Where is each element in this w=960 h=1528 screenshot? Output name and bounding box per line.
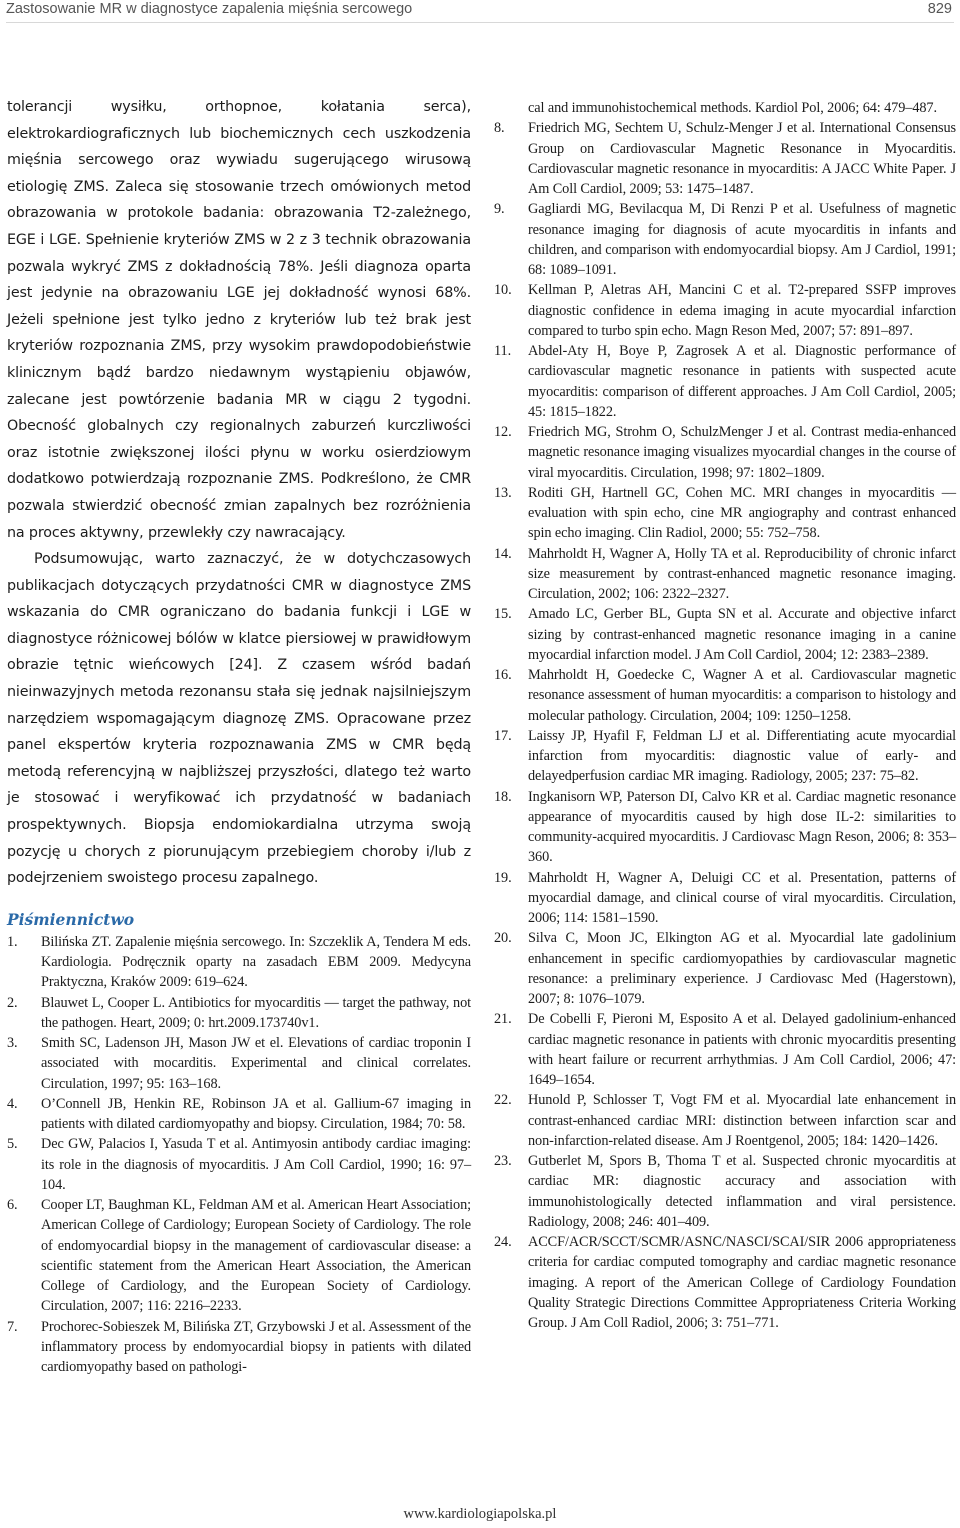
reference-item bbox=[7, 1317, 471, 1378]
reference-text: Ingkanisorn WP, Paterson DI, Calvo KR et al. Cardiac magnetic resonance appearance of myocarditis caused by high dose IL-2: similarities to community-acquired myocarditis. J Cardiovasc Magn Reson, 2006; 8: 353–360. bbox=[528, 788, 956, 866]
reference-text: Amado LC, Gerber BL, Gupta SN et al. Accurate and objective infarct sizing by contrast-enhanced magnetic resonance imaging in a canine myocardial infarction model. J Am Coll Cardiol, 2004; 12: 2383–2389. bbox=[528, 606, 956, 663]
paragraph: Podsumowując, warto zaznaczyć, że w dotychczasowych publikacjach dotyczących przydatności CMR w diagnostyce ZMS wskazania do CMR ograniczano do badania funkcji i LGE w diagnostyce różnicowej bólów w klatce piersiowej w prawidłowym obrazie tętnic wieńcowych [24]. Z czasem wśród badań nieinwazyjnych metoda rezonansu stała się jednak najsilniejszym narzędziem wspomagającym diagnozę ZMS. Opracowane przez panel ekspertów kryteria rozpoznawania ZMS w CMR będą metodą referencyjną w najbliższej przyszłości, dlatego też warto je stosować i weryfikować ich przydatność w badaniach prospektywnych. Biopsja endomiokardialna utrzyma swoją pozycję u chorych z piorunującym przebiegiem choroby i/lub z podejrzeniem swoistego procesu zapalnego. bbox=[7, 551, 471, 887]
reference-text: Laissy JP, Hyafil F, Feldman LJ et al. Differentiating acute myocardial infarction from myocarditis: diagnostic value of early- and delayedperfusion cardiac MR imaging. Radiology, 2005; 237: 75–82. bbox=[528, 727, 956, 785]
reference-list-right bbox=[494, 98, 956, 1333]
reference-text: Kellman P, Aletras AH, Mancini C et al. T2-prepared SSFP improves diagnostic confidence in edema imaging in acute myocardial infarction compared to turbo spin echo. Magn Reson Med, 2007; 57: 891–897. bbox=[528, 282, 956, 339]
running-title: Zastosowanie MR w diagnostyce zapalenia mięśnia sercowego bbox=[6, 1, 413, 17]
reference-text: Gutberlet M, Spors B, Thoma T et al. Suspected chronic myocarditis at cardiac MR: diagnostic accuracy and association with immunohistologically detected inflammation and viral persistence. Radiology, 2008; 246: 401–409. bbox=[528, 1153, 956, 1230]
reference-item bbox=[7, 1134, 471, 1195]
reference-text: Dec GW, Palacios I, Yasuda T et al. Antimyosin antibody cardiac imaging: its role in the diagnosis of myocarditis. J Am Coll Cardiol, 1990; 16: 97–104. bbox=[41, 1136, 471, 1193]
reference-text: Gagliardi MG, Bevilacqua M, Di Renzi P et al. Usefulness of magnetic resonance imaging for diagnosis of acute myocarditis in infants and children, and comparison with endomyocardial biopsy. Am J Cardiol, 1991; 68: 1089–1091. bbox=[528, 201, 956, 278]
reference-item bbox=[494, 1151, 956, 1232]
reference-number: 23. bbox=[494, 1153, 512, 1169]
reference-number: 10. bbox=[494, 282, 512, 299]
body-text bbox=[7, 94, 471, 892]
reference-text: cal and immunohistochemical methods. Kardiol Pol, 2006; 64: 479–487. bbox=[528, 100, 937, 116]
reference-item bbox=[7, 1094, 471, 1135]
reference-text: Mahrholdt H, Wagner A, Deluigi CC et al. Presentation, patterns of myocardial damage, and clinical course of viral myocarditis. Circulation, 2006; 114: 1581–1590. bbox=[528, 869, 956, 926]
reference-number: 19. bbox=[494, 869, 512, 886]
reference-number: 4. bbox=[7, 1095, 18, 1112]
reference-item bbox=[494, 422, 956, 483]
reference-item bbox=[494, 665, 956, 726]
reference-item bbox=[7, 1033, 471, 1094]
reference-number: 1. bbox=[7, 933, 18, 950]
reference-item bbox=[494, 1232, 956, 1333]
reference-list-left bbox=[7, 932, 471, 1378]
reference-item bbox=[7, 1195, 471, 1317]
reference-item bbox=[494, 544, 956, 605]
page-number: 829 bbox=[927, 1, 952, 17]
reference-item bbox=[494, 341, 956, 422]
right-column bbox=[494, 98, 956, 1333]
reference-number: 3. bbox=[7, 1035, 18, 1052]
reference-item bbox=[494, 1090, 956, 1151]
reference-item bbox=[494, 280, 956, 341]
reference-text: Silva C, Moon JC, Elkington AG et al. Myocardial late gadolinium enhancement in specific cardiomyopathies by cardiovascular magnetic resonance: a preliminary experience. J Cardiovasc Med (Hagerstown), 2007; 8: 1076–1079. bbox=[528, 930, 956, 1007]
reference-item bbox=[7, 993, 471, 1034]
reference-text: Mahrholdt H, Wagner A, Holly TA et al. Reproducibility of chronic infarct size measurement by contrast-enhanced magnetic resonance imaging. Circulation, 2002; 106: 2322–2327. bbox=[528, 545, 956, 602]
reference-text: Hunold P, Schlosser T, Vogt FM et al. Myocardial late enhancement in contrast-enhanced cardiac MRI: distinction between infarction scar and non-infarction-related disease. Am J Roentgenol, 2005; 184: 1420–1426. bbox=[528, 1092, 956, 1149]
reference-number: 9. bbox=[494, 201, 505, 218]
reference-number: 15. bbox=[494, 606, 512, 623]
references-heading: Piśmiennictwo bbox=[7, 909, 135, 929]
reference-text: Bilińska ZT. Zapalenie mięśnia sercowego. In: Szczeklik A, Tendera M eds. Kardiologia. Podręcznik oparty na zasadach EBM 2009. Medycyna Praktyczna, Kraków 2009: 619–624. bbox=[41, 933, 471, 991]
reference-number: 5. bbox=[7, 1136, 18, 1153]
footer-url[interactable]: www.kardiologiapolska.pl bbox=[403, 1506, 557, 1522]
reference-item bbox=[494, 1009, 956, 1090]
reference-text: Friedrich MG, Strohm O, SchulzMenger J et al. Contrast media-enhanced magnetic resonance imaging visualizes myocardial changes in the course of viral myocarditis. Circulation, 1998; 97: 1802–1809. bbox=[528, 424, 956, 481]
reference-number: 20. bbox=[494, 930, 512, 947]
reference-text: Abdel-Aty H, Boye P, Zagrosek A et al. Diagnostic performance of cardiovascular magnetic resonance in patients with suspected acute myocarditis: comparison of different approaches. J Am Coll Cardiol, 2005; 45: 1815–1822. bbox=[528, 343, 956, 420]
reference-item bbox=[494, 868, 956, 929]
reference-number: 16. bbox=[494, 667, 512, 683]
running-header bbox=[6, 0, 954, 23]
reference-item bbox=[494, 118, 956, 199]
reference-text: Mahrholdt H, Goedecke C, Wagner A et al. Cardiovascular magnetic resonance assessment of human myocarditis: a comparison to histology and molecular pathology. Circulation, 2004; 109: 1250–1258. bbox=[528, 667, 956, 724]
reference-number: 8. bbox=[494, 120, 505, 137]
reference-number: 22. bbox=[494, 1092, 512, 1109]
reference-text: De Cobelli F, Pieroni M, Esposito A et al. Delayed gadolinium-enhanced cardiac magnetic resonance in patients with chronic myocarditis presenting with heart failure or recurrent arrhythmias. J Am Coll Cardiol, 2006; 47: 1649–1654. bbox=[528, 1011, 956, 1088]
reference-number: 14. bbox=[494, 545, 512, 562]
reference-item bbox=[494, 787, 956, 868]
reference-item bbox=[494, 483, 956, 544]
reference-text: Smith SC, Ladenson JH, Mason JW et el. Elevations of cardiac troponin I associated with mocarditis. Experimental and clinical correlates. Circulation, 1997; 95: 163–168. bbox=[41, 1035, 471, 1092]
reference-item bbox=[494, 726, 956, 787]
reference-text: Blauwet L, Cooper L. Antibiotics for myocarditis — target the pathway, not the pathogen. Heart, 2009; 0: hrt.2009.173740v1. bbox=[41, 994, 471, 1031]
reference-item bbox=[494, 199, 956, 280]
reference-number: 6. bbox=[7, 1197, 18, 1214]
reference-text: Friedrich MG, Sechtem U, Schulz-Menger J et al. International Consensus Group on Cardiovascular Magnetic Resonance in Myocarditis. Cardiovascular magnetic resonance in myocarditis: A JACC White Paper. J Am Coll Cardiol, 2009; 53: 1475–1487. bbox=[528, 120, 956, 197]
reference-text: Prochorec-Sobieszek M, Bilińska ZT, Grzybowski J et al. Assessment of the inflammatory process by endomyocardial biopsy in patients with dilated cardiomyopathy based on pathologi- bbox=[41, 1318, 471, 1376]
left-column bbox=[7, 94, 471, 1377]
reference-number: 24. bbox=[494, 1234, 512, 1250]
reference-number: 7. bbox=[7, 1318, 18, 1335]
reference-number: 21. bbox=[494, 1011, 512, 1028]
reference-number: 11. bbox=[494, 343, 512, 359]
paragraph: tolerancji wysiłku, orthopnoe, kołatania serca), elektrokardiograficznych lub biochemicznych cech uszkodzenia mięśnia sercowego oraz wywiadu sugerującego wirusową etiologię ZMS. Zaleca się stosowanie trzech omówionych metod obrazowania w protokole badania: obrazowania T2-zależnego, EGE i LGE. Spełnienie kryteriów ZMS w 2 z 3 technik obrazowania pozwala wykryć ZMS z dokładnością 78%. Jeśli diagnoza oparta jest jedynie na obrazowaniu LGE jej dokładność wynosi 68%. Jeżeli spełnione jest tylko jedno z kryteriów lub też brak jest kryteriów rozpoznania ZMS, przy wysokim prawdopodobieństwie klinicznym bądź bardzo niedawnym wystąpieniu objawów, zalecane jest powtórzenie badania MR w ciągu 2 tygodni. Obecność globalnych czy regionalnych zaburzeń kurczliwości oraz istotnie zwiększonej ilości płynu w worku osierdziowym dodatkowo potwierdzają rozpoznanie ZMS. Podkreślono, że CMR pozwala stwierdzić obecność zmian zapalnych bez rozróżnienia na proces aktywny, przewlekły czy nawracający. bbox=[7, 99, 471, 541]
reference-number: 2. bbox=[7, 994, 18, 1011]
reference-text: ACCF/ACR/SCCT/SCMR/ASNC/NASCI/SCAI/SIR 2006 appropriateness criteria for cardiac computed tomography and cardiac magnetic resonance imaging. A report of the American College of Cardiology Foundation Quality Strategic Directions Committee Appropriateness Criteria Working Group. J Am Coll Radiol, 2006; 3: 751–771. bbox=[528, 1234, 956, 1331]
reference-text: Cooper LT, Baughman KL, Feldman AM et al. American Heart Association; American College of Cardiology; European Society of Cardiology. The role of endomyocardial biopsy in the management of cardiovascular disease: a scientific statement from the American Heart Association, the American College of Cardiology, and the European Society of Cardiology. Circulation, 2007; 116: 2216–2233. bbox=[41, 1197, 471, 1315]
reference-item-continued bbox=[494, 98, 956, 118]
reference-number: 18. bbox=[494, 788, 512, 805]
reference-number: 13. bbox=[494, 484, 512, 501]
reference-text: O’Connell JB, Henkin RE, Robinson JA et al. Gallium-67 imaging in patients with dilated cardiomyopathy and biopsy. Circulation, 1984; 70: 58. bbox=[41, 1095, 471, 1133]
reference-item bbox=[494, 604, 956, 665]
reference-number: 12. bbox=[494, 424, 512, 440]
reference-number: 17. bbox=[494, 727, 512, 744]
reference-text: Roditi GH, Hartnell GC, Cohen MC. MRI changes in myocarditis — evaluation with spin echo, cine MR angiography and contrast enhanced spin echo imaging. Clin Radiol, 2000; 55: 752–758. bbox=[528, 484, 956, 542]
reference-item bbox=[494, 928, 956, 1009]
reference-item bbox=[7, 932, 471, 993]
